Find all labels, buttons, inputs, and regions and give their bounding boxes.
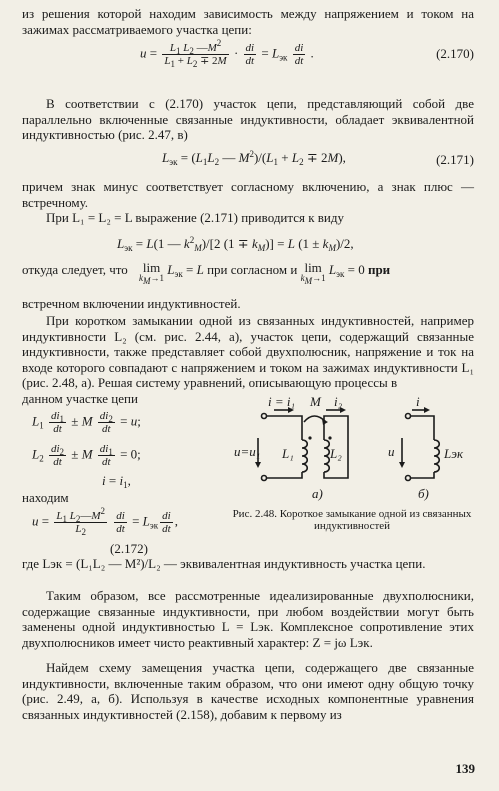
inductance-label: Lэк [444, 446, 464, 461]
equation-number: (2.171) [436, 152, 474, 167]
paragraph: При коротком замыкании одной из связанных индуктивностей, например индуктивности L₂ (см. рис. 2.44, а), участок цепи, содержащий связанные индуктивности, также представляет собой двухполюсник, напряжение и ток на входе которого совпадают с напряжением и током на зажимах индуктивности L₁ (рис. 2.48, а). Решая систему уравнений, описывающую процессы в [22, 313, 474, 390]
equation-number: (2.170) [436, 46, 474, 61]
figure-caption: Рис. 2.48. Короткое замыкание одной из связанных индуктивностей [232, 508, 472, 532]
text-fragment: откуда следует, что [22, 262, 128, 277]
text-fragment: при [367, 262, 391, 277]
equation-2-172: u = $\frac{L_1 L_2—M^2}{L_2}$ $\frac{di}{dt}$ = $L_{эк}$ $\frac{di}{dt}$ , [32, 506, 178, 537]
equation-limit-form: $L_{эк} = L(1$ — $k^2_M)/[2$ $(1 \mp k_M)] = L$ $(1 \pm k_M)/2$, [117, 235, 354, 253]
paragraph: из решения которой находим зависимость между напряжением и током на зажимах рассматриваемого участка цепи: [22, 6, 474, 37]
subfigure-label: а) [312, 486, 323, 501]
paragraph: Таким образом, все рассмотренные идеализированные двухполюсники, содержащие связанные индуктивности, при любом воздействии могут быть заменены одной индуктивностью L = Lэк. Комплексное сопротивление этих двухполюсников имеет чисто реактивный характер: Z = jω Lэк. [22, 588, 474, 650]
equation-2-171: $L_{эк} = (L_1L_2$ — $M^2)/(L_1 + L_2 \mp 2M)$, (2.171) [162, 149, 474, 167]
paragraph: При L₁ = L₂ = L выражение (2.171) приводится к виду [46, 210, 345, 225]
voltage-label: u [388, 444, 395, 459]
page-number: 139 [455, 761, 475, 776]
inductance-label: L₁ [282, 446, 294, 461]
equation-system-2: $L_2$ $\frac{di_2}{dt}$ ± M $\frac{di_1}{dt}$ = 0; [32, 443, 141, 468]
current-label: i [416, 394, 420, 409]
paragraph: где Lэк = (L₁L₂ — M²)/L₂ — эквивалентная индуктивность участка цепи. [22, 556, 426, 571]
paragraph: В соответствии с (2.170) участок цепи, представляющий собой две параллельно включенные связанные индуктивности, обладает эквивалентной индуктивностью (рис. 2.47, в) [22, 96, 474, 142]
paragraph: Найдем схему замещения участка цепи, содержащего две связанные индуктивности, включенные таким образом, что они имеют одну общую точку (рис. 2.49, а, б). Используя в качестве исходных компонентные уравнения связанных индуктивностей (2.158), добавим к первому из [22, 660, 474, 722]
current-label: i₂ [334, 394, 343, 409]
inductance-label: L₂ [330, 446, 342, 461]
paragraph: данном участке цепи [22, 391, 138, 406]
voltage-label: u=u₁ [234, 444, 261, 459]
subfigure-label: б) [418, 486, 429, 501]
equation-2-170: u = $\frac{L_1 L_2 —M^2}{L_1 + L_2 \mp 2M}$ · $\frac{di}{dt}$ = $L_{эк}$ $\frac{di}{dt}$ . (2.170) [140, 38, 474, 69]
limits-line: откуда следует, что lim $k_M\to 1$ $L_{эк} = L$ при согласном и lim $k_M\to 1$ $L_{эк} = 0$ при [22, 260, 391, 286]
paragraph: причем знак минус соответствует согласному включению, а знак плюс — встречному. [22, 179, 474, 210]
paragraph: находим [22, 490, 69, 505]
paragraph: встречном включении индуктивностей. [22, 296, 241, 311]
circuit-figure [234, 394, 478, 503]
equation-system-1: $L_1$ $\frac{di_1}{dt}$ ± M $\frac{di_2}{dt}$ = u; [32, 410, 141, 435]
equation-system-3: $i = i_1$, [102, 473, 131, 490]
mutual-label: M [310, 394, 321, 409]
equation-number: (2.172) [110, 541, 148, 556]
current-label: i = i₁ [268, 394, 296, 409]
text-fragment: при согласном и [207, 262, 298, 277]
